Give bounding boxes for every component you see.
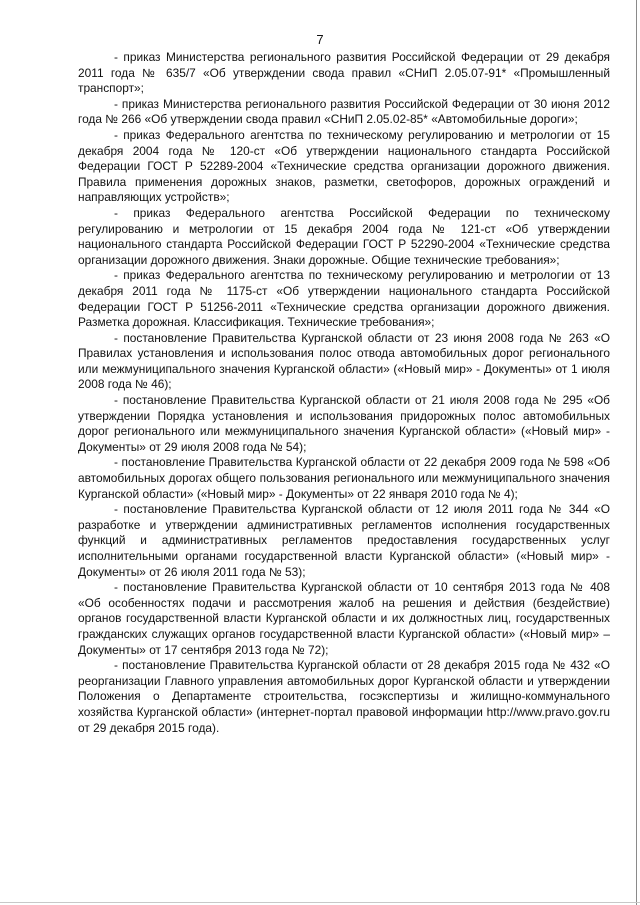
list-item: - постановление Правительства Курганской области от 22 декабря 2009 года № 598 «Об автомобильных дорогах общего пользования регионального или межмуниципального значения Курганской области» («Новый мир» - Документы» от 22 января 2010 года № 4); [78,455,610,501]
list-item: - постановление Правительства Курганской области от 12 июля 2011 года № 344 «О разработке и утверждении административных регламентов исполнения государственных функций и административных регламентов предоставления государственных услуг исполнительными органами государственной власти Курганской области» («Новый мир» - Документы» от 26 июля 2011 года № 53); [78,502,610,579]
list-item: - приказ Министерства регионального развития Российской Федерации от 29 декабря 2011 года № 635/7 «Об утверждении свода правил «СНиП 2.05.07-91* «Промышленный транспорт»; [78,50,610,96]
list-item: - постановление Правительства Курганской области от 28 декабря 2015 года № 432 «О реорганизации Главного управления автомобильных дорог Курганской области и утверждении Положения о Департаменте строительства, госэкспертизы и жилищно-коммунального хозяйства Курганской области» (интернет-портал правовой информации http://www.pravo.gov.ru от 29 декабря 2015 года). [78,658,610,735]
scan-edge-bottom [0,902,640,903]
document-body [78,50,610,736]
list-item: - постановление Правительства Курганской области от 21 июля 2008 года № 295 «Об утверждении Порядка установления и использования придорожных полос автомобильных дорог регионального или межмуниципального значения Курганской области» («Новый мир» - Документы» от 29 июля 2008 года № 54); [78,393,610,454]
list-item: - приказ Федерального агентства по техническому регулированию и метрологии от 13 декабря 2011 года № 1175-ст «Об утверждении национального стандарта Российской Федерации ГОСТ Р 51256-2011 «Технические средства организации дорожного движения. Разметка дорожная. Классификация. Технические требования»; [78,268,610,330]
list-item: - приказ Федерального агентства по техническому регулированию и метрологии от 15 декабря 2004 года № 120-ст «Об утверждении национального стандарта Российской Федерации ГОСТ Р 52289-2004 «Технические средства организации дорожного движения. Правила применения дорожных знаков, разметки, светофоров, дорожных ограждений и направляющих устройств»; [78,127,610,205]
list-item: - приказ Министерства регионального развития Российской Федерации от 30 июня 2012 года № 266 «Об утверждении свода правил «СНиП 2.05.02-85* «Автомобильные дороги»; [78,96,610,127]
list-item: - постановление Правительства Курганской области от 10 сентября 2013 года № 408 «Об особенностях подачи и рассмотрения жалоб на решения и действия (бездействие) органов государственной власти Курганской области и их должностных лиц, государственных гражданских служащих органов государственной власти Курганской области» («Новый мир» – Документы» от 17 сентября 2013 года № 72); [78,580,610,657]
page-number: 7 [316,32,324,47]
list-item: - приказ Федерального агентства Российской Федерации по техническому регулированию и метрологии от 15 декабря 2004 года № 121-ст «Об утверждении национального стандарта Российской Федерации ГОСТ Р 52290-2004 «Технические средства организации дорожного движения. Знаки дорожные. Общие технические требования»; [78,205,610,267]
scan-edge [636,0,637,905]
list-item: - постановление Правительства Курганской области от 23 июня 2008 года № 263 «О Правилах установления и использования полос отвода автомобильных дорог регионального или межмуниципального значения Курганской области» («Новый мир» - Документы» от 1 июля 2008 года № 46); [78,330,610,392]
